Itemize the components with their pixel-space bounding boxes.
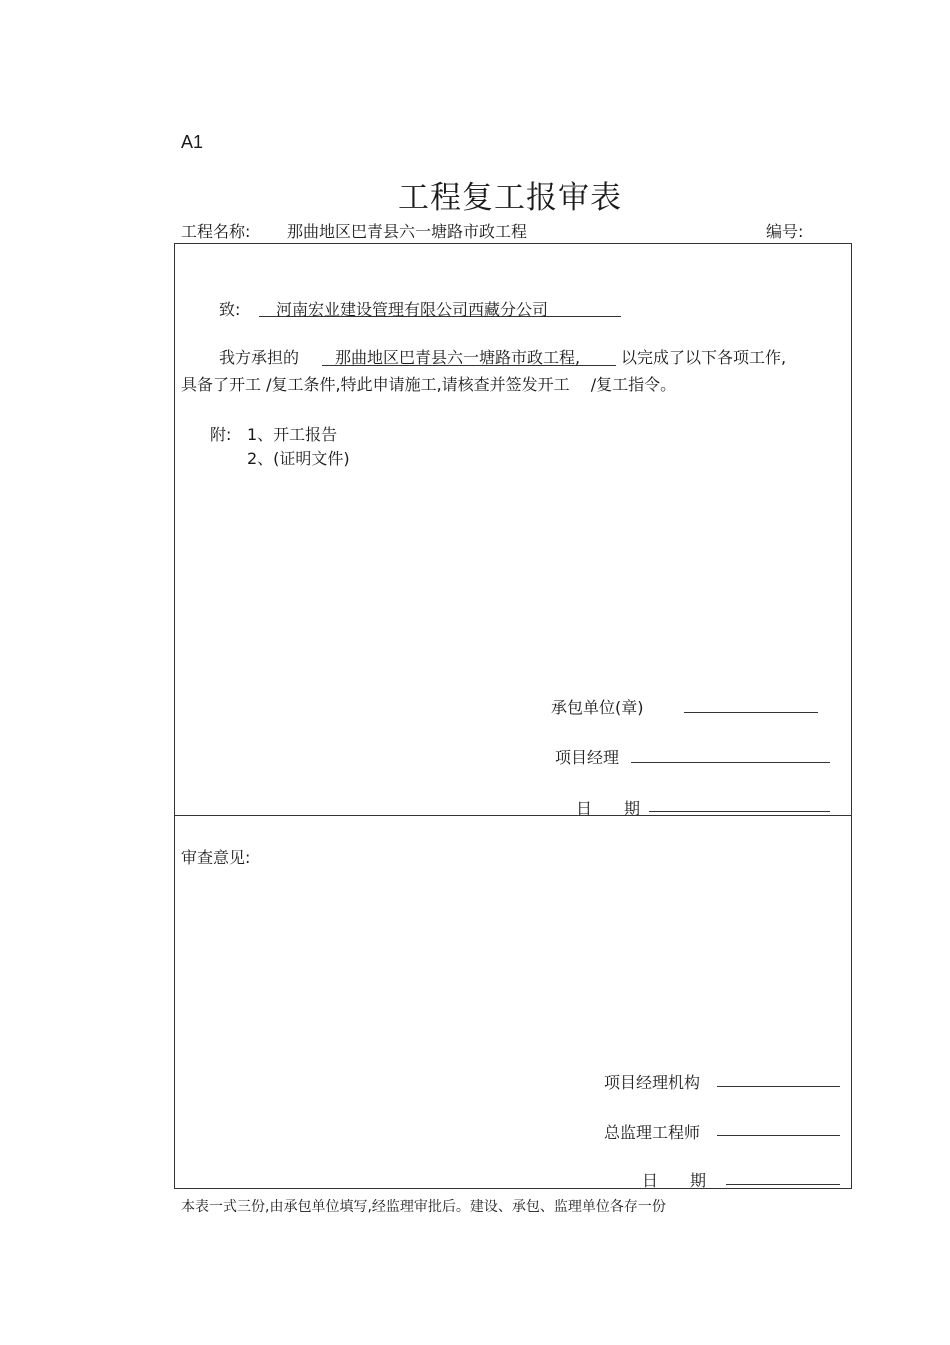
project-name-label: 工程名称: [181,222,251,241]
review-date-line [726,1184,840,1185]
contractor-unit-label: 承包单位(章) [551,698,644,717]
attachments-label: 附: [210,425,232,444]
body-line1-prefix: 我方承担的 [219,348,300,367]
body-line1-project: 那曲地区巴青县六一塘路市政工程, [335,348,581,367]
addressee-value: 河南宏业建设管理有限公司西藏分公司 [276,300,549,319]
body-line1-suffix: 以完成了以下各项工作, [621,348,787,367]
chief-supervisor-line [717,1135,840,1136]
contractor-date-line [649,811,830,812]
project-name-value: 那曲地区巴青县六一塘路市政工程 [287,222,528,241]
form-code: A1 [181,132,204,152]
body-line2: 具备了开工 /复工条件,特此申请施工,请核查并签发开工 /复工指令。 [181,375,677,394]
supervision-org-line [717,1086,840,1087]
project-manager-label: 项目经理 [555,748,620,767]
chief-supervisor-label: 总监理工程师 [604,1123,701,1142]
contractor-unit-line [684,712,818,713]
application-section [174,243,852,816]
review-date-label: 日 期 [642,1171,707,1190]
attachment-item: 1、开工报告 [247,425,338,444]
supervision-org-label: 项目经理机构 [604,1073,701,1092]
review-opinion-label: 审查意见: [181,848,251,867]
document-number-label: 编号: [766,222,804,241]
project-manager-line [631,762,830,763]
contractor-date-label: 日 期 [576,799,641,818]
addressee-label: 致: [219,300,241,319]
page-title: 工程复工报审表 [398,180,622,216]
footnote: 本表一式三份,由承包单位填写,经监理审批后。建设、承包、监理单位各存一份 [181,1199,666,1215]
attachment-item: 2、(证明文件) [247,449,350,468]
review-section [174,815,852,1189]
